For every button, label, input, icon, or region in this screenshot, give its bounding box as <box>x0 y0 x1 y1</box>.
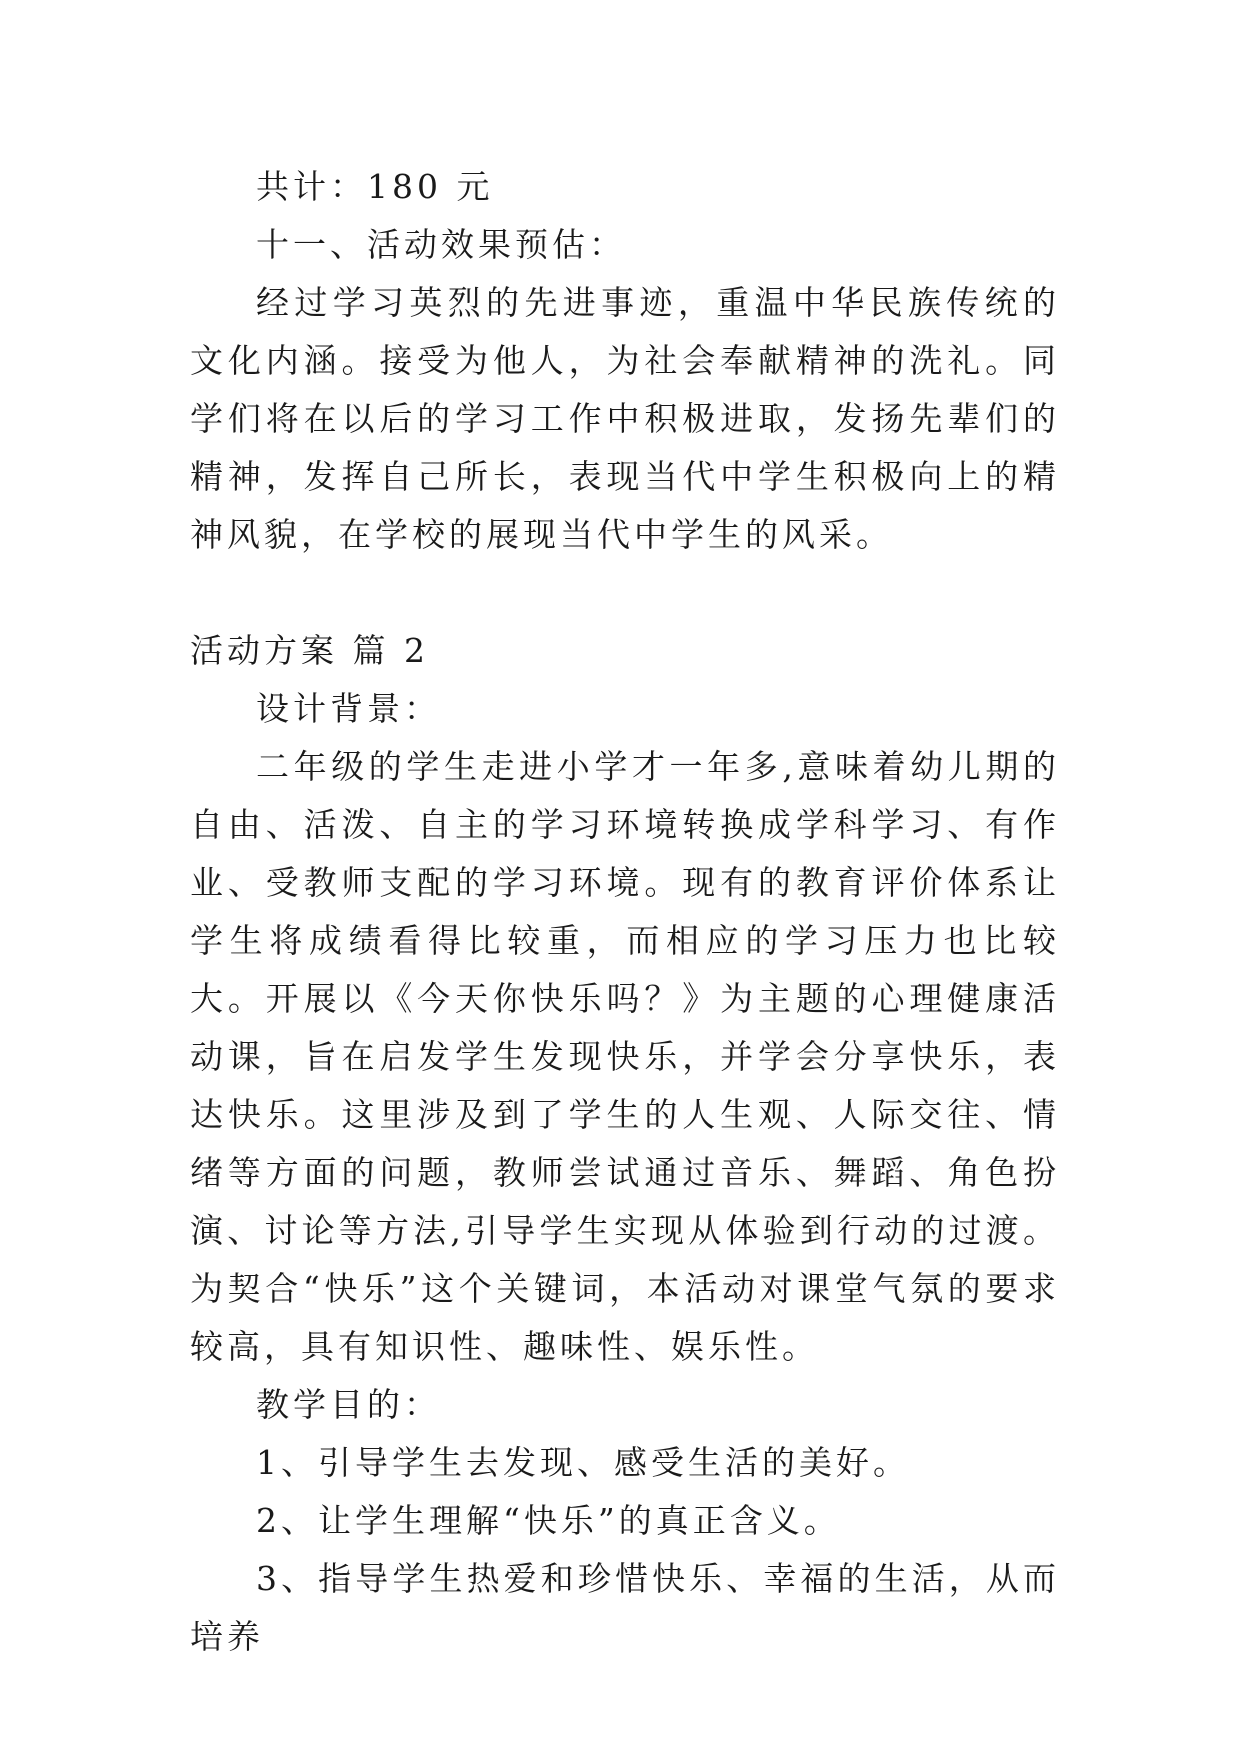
paragraph-total-cost: 共计：180 元 <box>256 167 494 206</box>
paragraph-design-background: 二年级的学生走进小学才一年多,意味着幼儿期的自由、活泼、自主的学习环境转换成学科学习、有作业、受教师支配的学习环境。现有的教育评价体系让学生将成绩看得比较重，而相应的学习压力也比较大。开展以《今天你快乐吗？》为主题的心理健康活动课，旨在启发学生发现快乐，并学会分享快乐，表达快乐。这里涉及到了学生的人生观、人际交往、情绪等方面的问题，教师尝试通过音乐、舞蹈、角色扮演、讨论等方法,引导学生实现从体验到行动的过渡。为契合“快乐”这个关键词，本活动对课堂气氛的要求较高，具有知识性、趣味性、娱乐性。 <box>190 747 1060 1366</box>
list-item-goal-1: 1、引导学生去发现、感受生活的美好。 <box>256 1443 910 1482</box>
section-heading-teaching-goals: 教学目的： <box>256 1385 441 1424</box>
list-item-goal-2: 2、让学生理解“快乐”的真正含义。 <box>256 1501 841 1540</box>
section-heading-design-background: 设计背景： <box>256 689 441 728</box>
paragraph-effect-description: 经过学习英烈的先进事迹，重温中华民族传统的文化内涵。接受为他人，为社会奉献精神的洗礼。同学们将在以后的学习工作中积极进取，发扬先辈们的精神，发挥自己所长，表现当代中学生积极向上的精神风貌，在学校的展现当代中学生的风采。 <box>190 283 1060 554</box>
list-item-goal-3: 3、指导学生热爱和珍惜快乐、幸福的生活，从而培养 <box>190 1559 1060 1656</box>
section-heading-effect-estimate: 十一、活动效果预估： <box>256 225 626 264</box>
document-body <box>190 158 1060 1666</box>
heading-activity-plan-2: 活动方案 篇 2 <box>190 631 429 670</box>
